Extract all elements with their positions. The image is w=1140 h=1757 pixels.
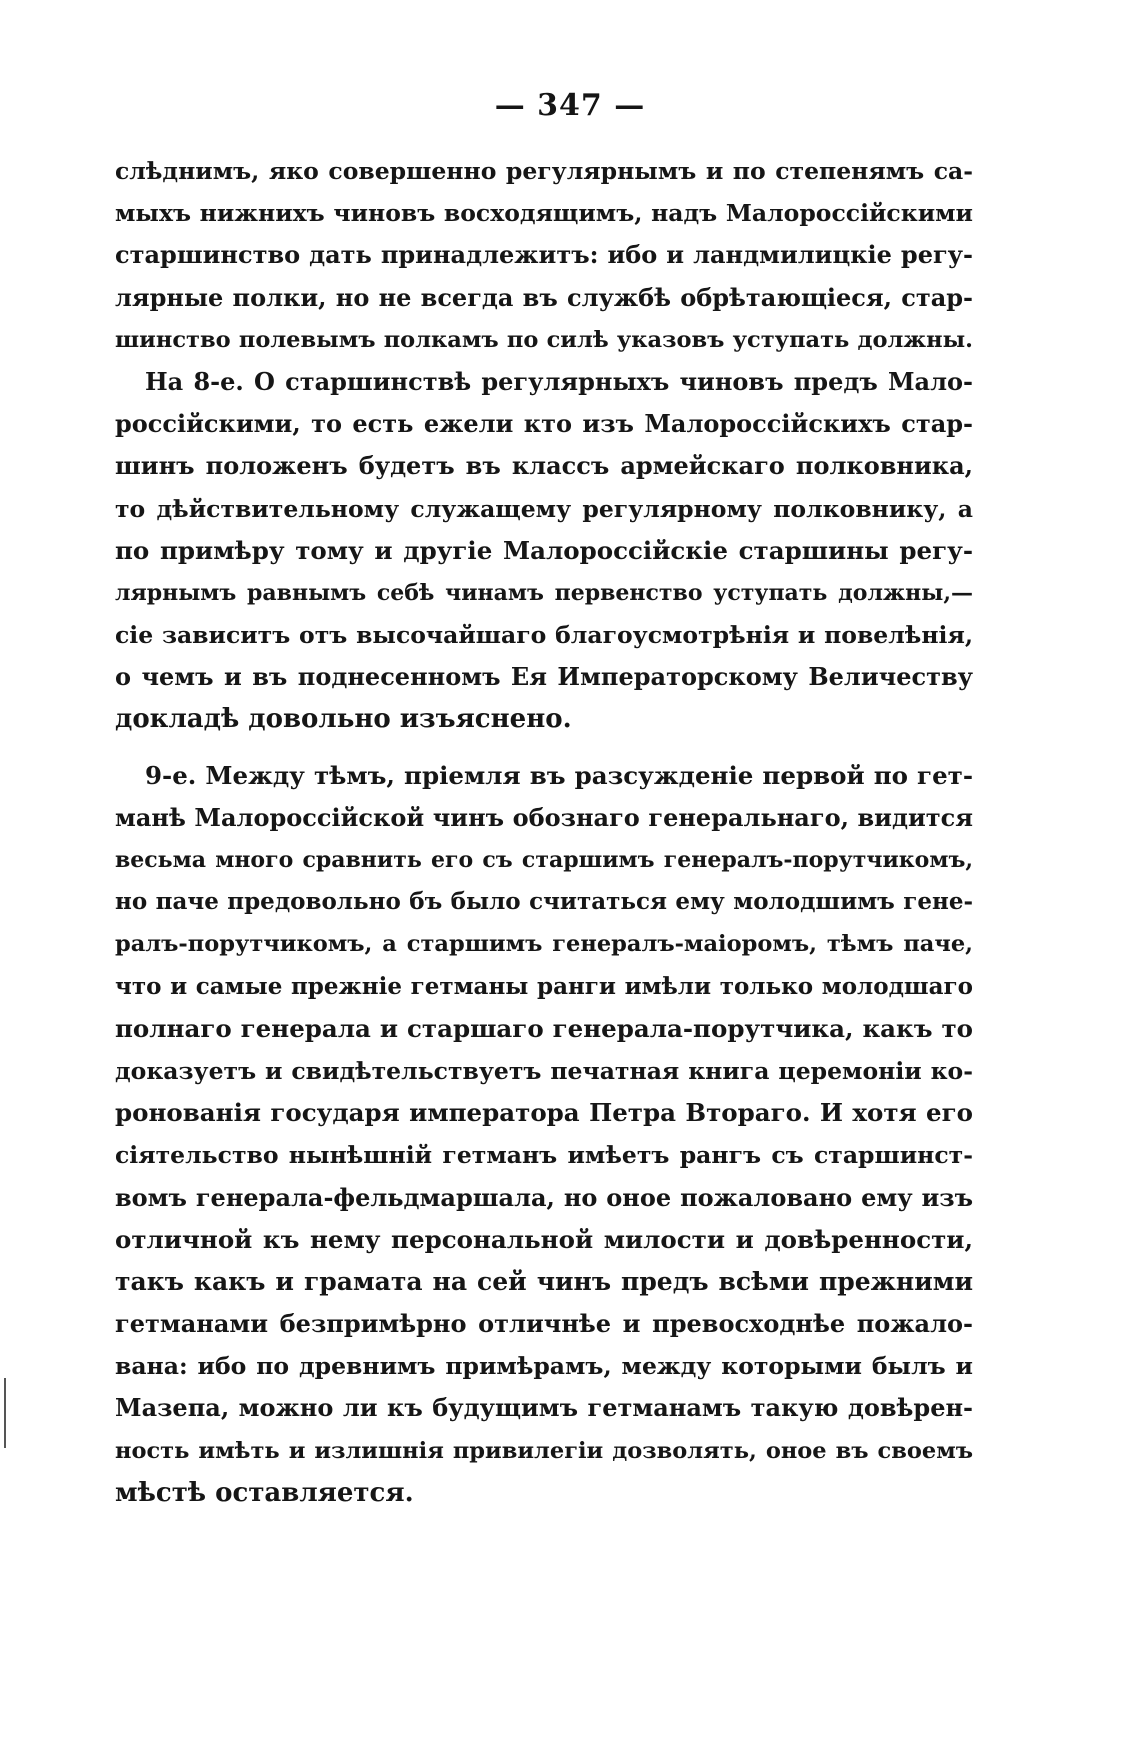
text-line: лярнымъ равнымъ себѣ чинамъ первенство уступать должны,— bbox=[115, 579, 973, 606]
paragraph-2 bbox=[115, 361, 973, 741]
page-number: — 347 — bbox=[494, 88, 646, 123]
text-line: докладѣ довольно изъяснено. bbox=[115, 704, 572, 735]
text-line: весьма много сравнить его съ старшимъ генералъ-порутчикомъ, bbox=[115, 847, 973, 873]
text-line: по примѣру тому и другіе Малороссійскіе старшины регу- bbox=[115, 535, 973, 565]
text-line: россійскими, то есть ежели кто изъ Малороссійскихъ стар- bbox=[115, 409, 973, 439]
text-line: сіе зависитъ отъ высочайшаго благоусмотрѣнія и повелѣнія, bbox=[115, 621, 973, 650]
text-line: что и самые прежніе гетманы ранги имѣли только молодшаго bbox=[115, 972, 973, 1000]
text-line: 9-е. Между тѣмъ, пріемля въ разсужденіе первой по гет- bbox=[145, 760, 973, 790]
text-line: то дѣйствительному служащему регулярному полковнику, а bbox=[115, 494, 973, 523]
paragraph-3 bbox=[115, 755, 973, 1514]
text-line: вомъ генерала-фельдмаршала, но оное пожаловано ему изъ bbox=[115, 1182, 973, 1212]
text-line: о чемъ и въ поднесенномъ Ея Императорскому Величеству bbox=[115, 662, 973, 692]
text-line: мѣстѣ оставляется. bbox=[115, 1477, 414, 1508]
text-line: но паче предовольно бъ было считаться ему молодшимъ гене- bbox=[115, 888, 973, 916]
paragraph-spacer bbox=[115, 741, 973, 755]
body-text bbox=[115, 150, 973, 1514]
text-line: слѣднимъ, яко совершенно регулярнымъ и по степенямъ са- bbox=[115, 157, 973, 185]
text-line: полнаго генерала и старшаго генерала-порутчика, какъ то bbox=[115, 1013, 973, 1043]
text-line: шинъ положенъ будетъ въ классъ армейскаго полковника, bbox=[115, 451, 973, 481]
text-line: шинство полевымъ полкамъ по силѣ указовъ уступать должны. bbox=[115, 326, 973, 353]
text-line: лярные полки, но не всегда въ службѣ обрѣтающіеся, стар- bbox=[115, 282, 973, 312]
text-line: доказуетъ и свидѣтельствуетъ печатная книга церемоніи ко- bbox=[115, 1056, 973, 1085]
text-line: ность имѣть и излишнія привилегіи дозволять, оное въ своемъ bbox=[115, 1437, 973, 1464]
text-line: мыхъ нижнихъ чиновъ восходящимъ, надъ Малороссійскими bbox=[115, 199, 973, 228]
text-line: На 8-е. О старшинствѣ регулярныхъ чиновъ предъ Мало- bbox=[145, 366, 973, 396]
text-line: ралъ-порутчикомъ, а старшимъ генералъ-маіоромъ, тѣмъ паче, bbox=[115, 931, 973, 958]
text-line: вана: ибо по древнимъ примѣрамъ, между которыми былъ и bbox=[115, 1352, 973, 1381]
text-line: такъ какъ и грамата на сей чинъ предъ всѣми прежними bbox=[115, 1266, 973, 1296]
paragraph-1 bbox=[115, 150, 973, 361]
text-line: гетманами безпримѣрно отличнѣе и превосходнѣе пожало- bbox=[115, 1309, 973, 1339]
text-line: старшинство дать принадлежитъ: ибо и ландмилицкіе регу- bbox=[115, 240, 973, 270]
text-line: отличной къ нему персональной милости и довѣренности, bbox=[115, 1224, 973, 1254]
text-line: сіятельство нынѣшній гетманъ имѣетъ рангъ съ старшинст- bbox=[115, 1141, 973, 1170]
text-line: ронованія государя императора Петра Втораго. И хотя его bbox=[115, 1098, 973, 1128]
text-line: манѣ Малороссійской чинъ обознаго генеральнаго, видится bbox=[115, 802, 973, 832]
text-line: Мазепа, можно ли къ будущимъ гетманамъ такую довѣрен- bbox=[115, 1393, 973, 1423]
margin-scan-mark bbox=[4, 1378, 6, 1448]
